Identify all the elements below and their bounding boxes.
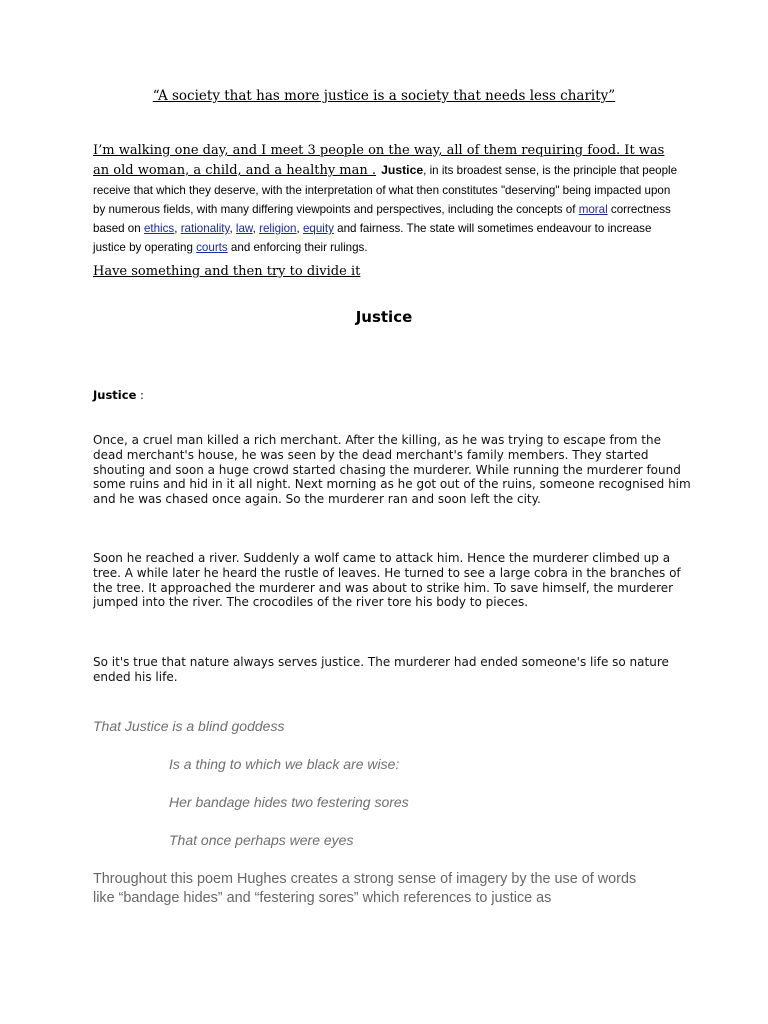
definition-text: and fairness. The state will sometimes endeavour to increase justice by operating <box>93 222 652 254</box>
story-paragraph-3: So it's true that nature always serves justice. The murderer had ended someone's life so nature ended his life. <box>93 655 669 684</box>
intro-paragraph <box>93 139 683 255</box>
justice-label-bold: Justice <box>93 388 137 402</box>
story-paragraph-1: Once, a cruel man killed a rich merchant. After the killing, as he was trying to escape from the dead merchant's house, he was seen by the dead merchant's family members. They started shouting and soon a huge crowd started chasing the murderer. While running the murderer found some ruins and hid in it all night. Next morning as he got out of the ruins, someone recognised him and he was chased once again. So the murderer ran and soon left the city. <box>93 433 691 507</box>
definition-text: and enforcing their rulings. <box>227 241 368 254</box>
justice-bold-term: Justice <box>381 163 424 177</box>
section-heading: Justice <box>355 308 413 326</box>
separator: , <box>252 222 260 235</box>
story-paragraph-2: Soon he reached a river. Suddenly a wolf came to attack him. Hence the murderer climbed up a tree. A while later he heard the rustle of leaves. He turned to see a large cobra in the branches of the tree. It approached the murderer and was about to strike him. To save himself, the murderer jumped into the river. The crocodiles of the river tore his body to pieces. <box>93 551 681 610</box>
link-equity[interactable]: equity <box>302 222 334 235</box>
definition-text: , in its broadest sense, is the principle that people receive that which they deserve, with the interpretation of what then constitutes "deserving" being impacted upon by numerous fields, with many differing viewpoints and perspectives, including the concepts of <box>93 164 678 216</box>
definition-text: correctness based on <box>93 203 671 235</box>
link-moral[interactable]: moral <box>578 203 608 216</box>
separator: , <box>296 222 303 235</box>
link-religion[interactable]: religion <box>259 222 297 235</box>
quote-title: “A society that has more justice is a society that needs less charity” <box>152 88 616 104</box>
poem-line-3: Her bandage hides two festering sores <box>169 794 409 810</box>
closing-paragraph: Throughout this poem Hughes creates a strong sense of imagery by the use of words like “bandage hides” and “festering sores” which references to justice as <box>93 871 637 906</box>
poem-line-2: Is a thing to which we black are wise: <box>169 756 400 772</box>
separator: , <box>229 222 236 235</box>
poem-line-1: That Justice is a blind goddess <box>93 718 285 734</box>
link-courts[interactable]: courts <box>196 241 228 254</box>
poem-line-4: That once perhaps were eyes <box>169 832 354 848</box>
intro-story-text: I’m walking one day, and I meet 3 people on the way, all of them requiring food. It was an old woman, a child, and a healthy man . <box>93 143 665 178</box>
separator: , <box>174 222 181 235</box>
justice-label-colon: : <box>136 388 144 402</box>
divide-line: Have something and then try to divide it <box>93 264 361 279</box>
link-ethics[interactable]: ethics <box>143 222 175 235</box>
link-law[interactable]: law <box>235 222 253 235</box>
link-rationality[interactable]: rationality <box>180 222 230 235</box>
justice-label <box>93 388 144 402</box>
